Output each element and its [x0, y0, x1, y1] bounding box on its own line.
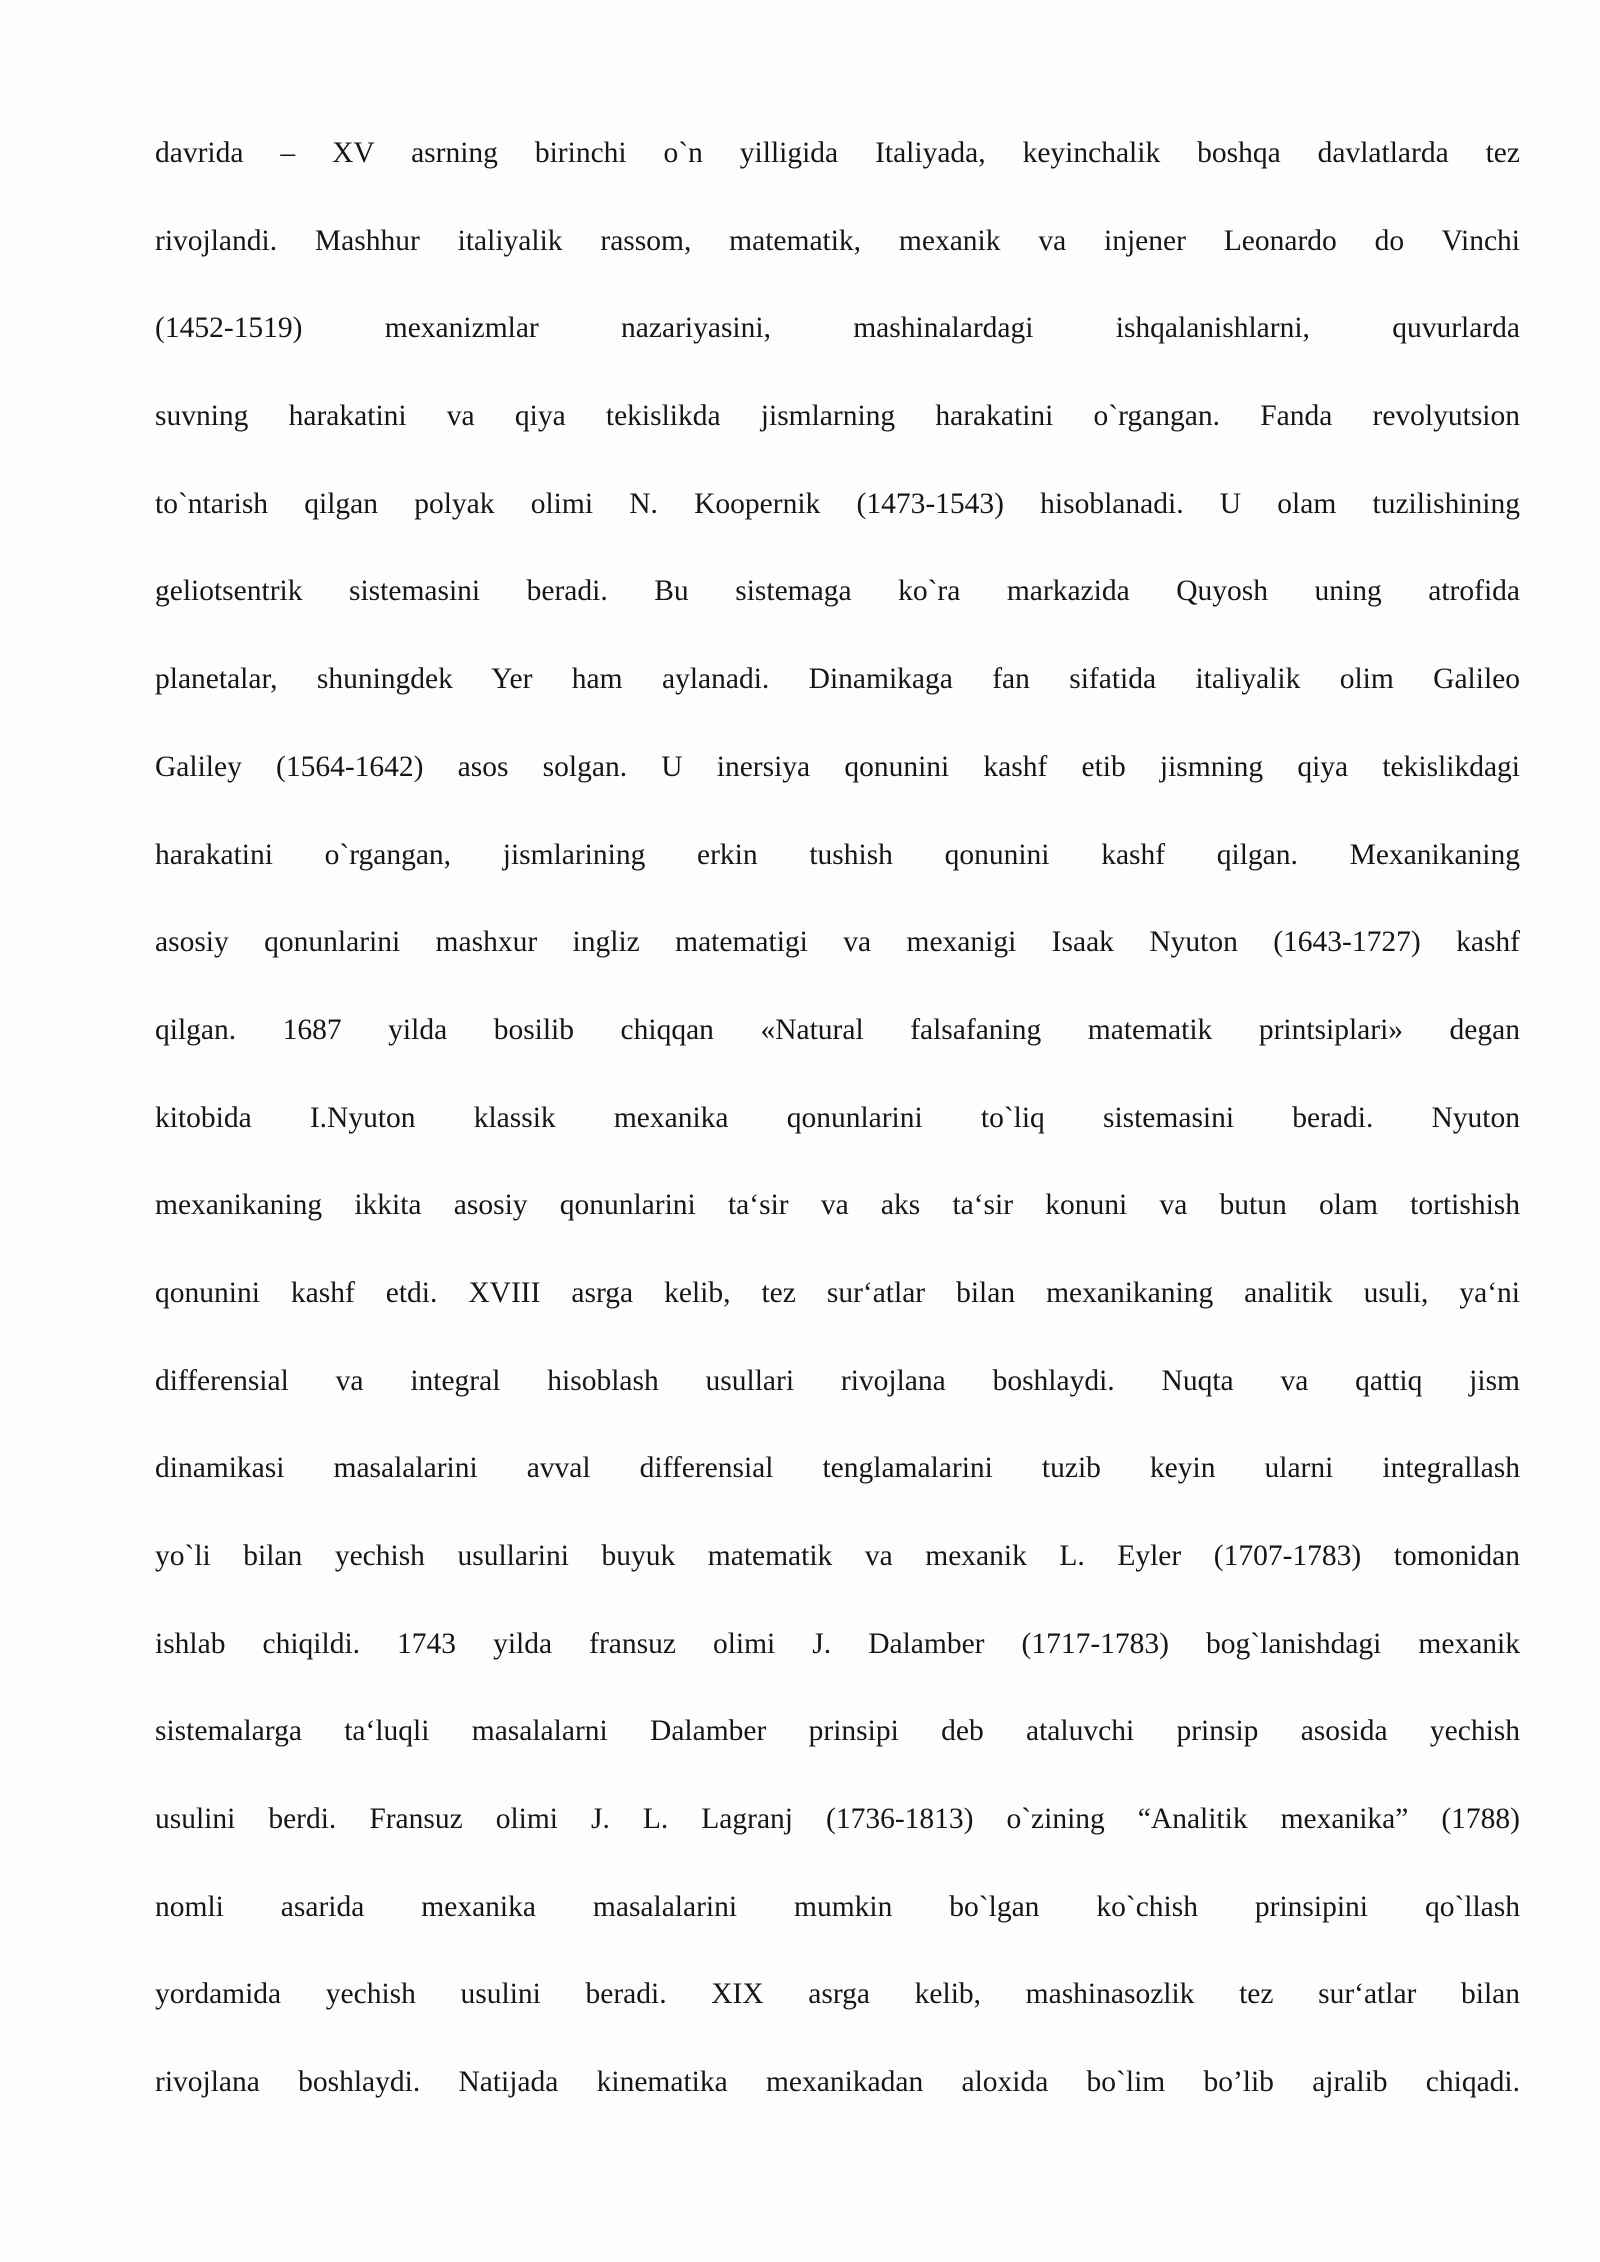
text-line: kitobida I.Nyuton klassik mexanika qonunlarini to`liq sistemasini beradi. Nyuton [155, 1101, 1520, 1134]
text-line: yordamida yechish usulini beradi. XIX asrga kelib, mashinasozlik tez sur‘atlar bilan [155, 1978, 1520, 2011]
text-line: planetalar, shuningdek Yer ham aylanadi. Dinamikaga fan sifatida italiyalik olim Galileo [155, 663, 1520, 696]
text-line: yo`li bilan yechish usullarini buyuk matematik va mexanik L. Eyler (1707-1783) tomonidan [155, 1540, 1520, 1572]
text-line: harakatini o`rgangan, jismlarining erkin tushish qonunini kashf qilgan. Mexanikaning [155, 838, 1520, 871]
paragraph-body [155, 110, 1520, 2127]
text-line: usulini berdi. Fransuz olimi J. L. Lagranj (1736-1813) o`zining “Analitik mexanika” (1788) [155, 1803, 1520, 1836]
text-line: (1452-1519) mexanizmlar nazariyasini, mashinalardagi ishqalanishlarni, quvurlarda [155, 312, 1520, 345]
text-line: asosiy qonunlarini mashxur ingliz matematigi va mexanigi Isaak Nyuton (1643-1727) kashf [155, 926, 1520, 959]
text-line: nomli asarida mexanika masalalarini mumkin bo`lgan ko`chish prinsipini qo`llash [155, 1890, 1520, 1923]
text-line: sistemalarga ta‘luqli masalalarni Dalamber prinsipi deb ataluvchi prinsip asosida yechish [155, 1715, 1520, 1748]
text-line: mexanikaning ikkita asosiy qonunlarini ta‘sir va aks ta‘sir konuni va butun olam tortishish [155, 1189, 1520, 1222]
text-line: ishlab chiqildi. 1743 yilda fransuz olimi J. Dalamber (1717-1783) bog`lanishdagi mexanik [155, 1627, 1520, 1660]
text-line: suvning harakatini va qiya tekislikda jismlarning harakatini o`rgangan. Fanda revolyutsion [155, 400, 1520, 433]
text-line: dinamikasi masalalarini avval differensial tenglamalarini tuzib keyin ularni integrallash [155, 1452, 1520, 1485]
text-line: rivojlandi. Mashhur italiyalik rassom, matematik, mexanik va injener Leonardo do Vinchi [155, 224, 1520, 257]
text-line: rivojlana boshlaydi. Natijada kinematika mexanikadan aloxida bo`lim bo’lib ajralib chiqadi. [155, 2066, 1520, 2099]
text-line: to`ntarish qilgan polyak olimi N. Koopernik (1473-1543) hisoblanadi. U olam tuzilishining [155, 487, 1520, 520]
text-line: Galiley (1564-1642) asos solgan. U inersiya qonunini kashf etib jismning qiya tekislikdagi [155, 750, 1520, 783]
text-line: differensial va integral hisoblash usullari rivojlana boshlaydi. Nuqta va qattiq jism [155, 1364, 1520, 1397]
text-line: davrida – XV asrning birinchi o`n yilligida Italiyada, keyinchalik boshqa davlatlarda tez [155, 137, 1520, 169]
text-line: qonunini kashf etdi. XVIII asrga kelib, tez sur‘atlar bilan mexanikaning analitik usuli, ya‘ni [155, 1276, 1520, 1309]
text-line: qilgan. 1687 yilda bosilib chiqqan «Natural falsafaning matematik printsiplari» degan [155, 1013, 1520, 1046]
text-line: geliotsentrik sistemasini beradi. Bu sistemaga ko`ra markazida Quyosh uning atrofida [155, 575, 1520, 608]
